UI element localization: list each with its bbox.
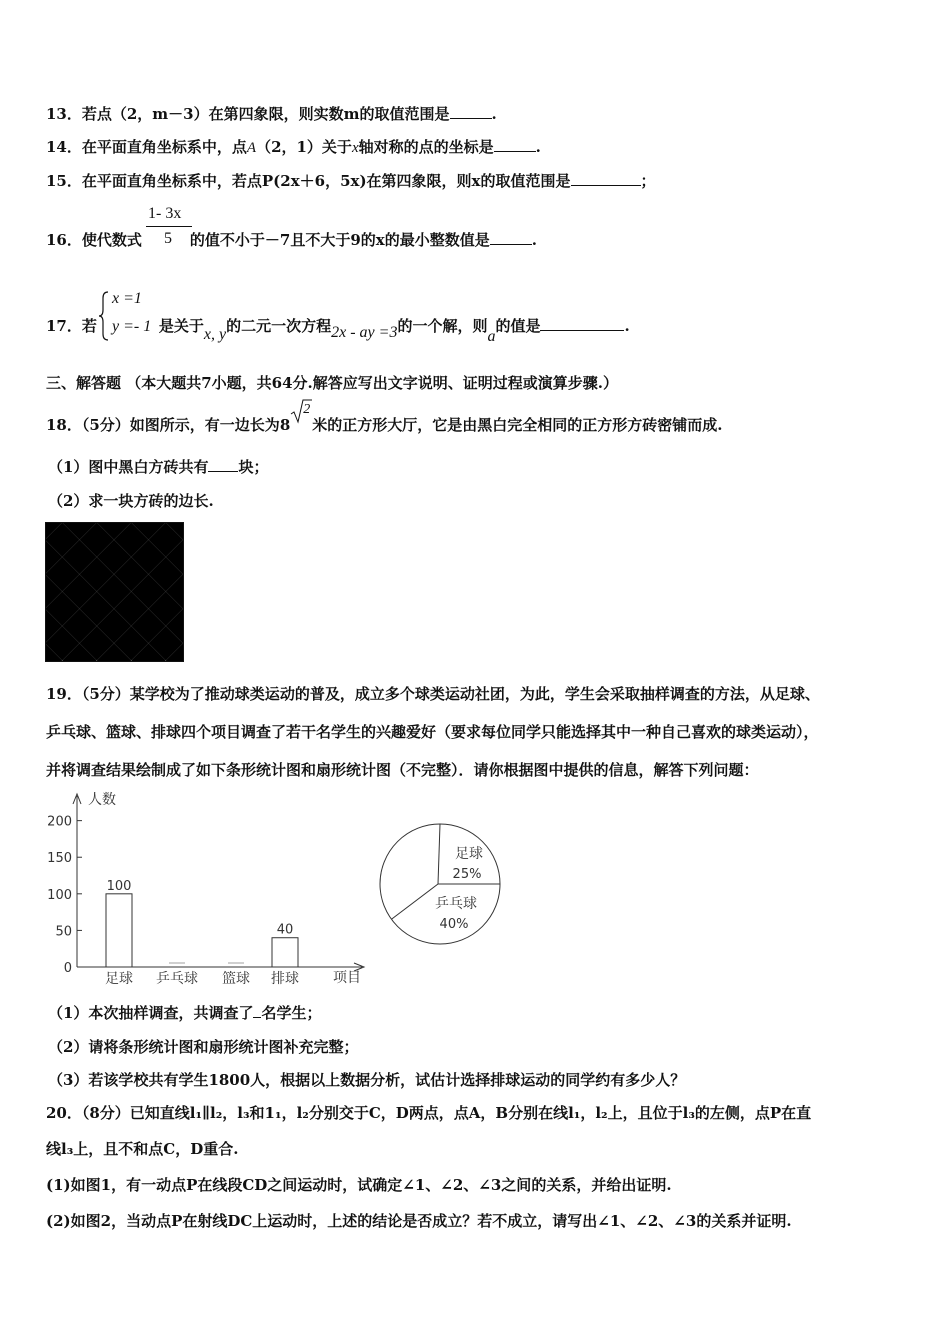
q20-line-4: (2)如图2，当动点P在射线DC上运动时，上述的结论是否成立？若不成立，请写出∠1、∠2、∠3的关系并证明. xyxy=(46,1212,792,1230)
system-eq-2: y =- 1 xyxy=(112,318,152,335)
q18-part-1: （1）图中黑白方砖共有 块； xyxy=(48,458,269,476)
pie-slice-name: 足球 xyxy=(455,846,483,862)
sqrt-symbol: 2 xyxy=(290,410,312,430)
y-tick-label: 200 xyxy=(47,814,72,830)
pie-chart xyxy=(376,820,506,950)
bar xyxy=(106,894,132,967)
pie-slice-percent: 40% xyxy=(439,917,469,932)
q19-part-2: （2）请将条形统计图和扇形统计图补充完整； xyxy=(48,1038,359,1056)
q20-line-1: 20．（8分）已知直线l₁∥l₂，l₃和1₁，l₂分别交于C，D两点，点A，B分别在线l₁，l₂上，且位于l₃的左侧，点P在直 xyxy=(46,1104,812,1122)
answer-blank xyxy=(490,230,532,245)
y-tick-label: 50 xyxy=(55,924,72,940)
question-14: 14．在平面直角坐标系中，点A（2，1）关于x轴对称的点的坐标是 . xyxy=(46,138,541,156)
q18-part-2: （2）求一块方砖的边长. xyxy=(48,492,214,510)
fraction-numerator: 1- 3x xyxy=(148,205,182,222)
y-tick-label: 0 xyxy=(63,961,72,976)
q19-line-1: 19．（5分）某学校为了推动球类运动的普及，成立多个球类运动社团，为此，学生会采取抽样调查的方法，从足球、 xyxy=(46,685,820,703)
section-title: 三、解答题 （本大题共7小题，共64分.解答应写出文字说明、证明过程或演算步骤.） xyxy=(46,374,618,392)
x-category-label: 乒乓球 xyxy=(156,971,198,987)
answer-blank xyxy=(450,104,492,119)
question-16: 16．使代数式 的值不小于－7且不大于9的x的最小整数值是 . xyxy=(46,231,537,249)
fraction-denominator: 5 xyxy=(164,230,172,247)
q19-part-3: （3）若该学校共有学生1800人，根据以上数据分析，试估计选择排球运动的同学约有多少人？ xyxy=(48,1071,686,1089)
checkerboard-figure xyxy=(45,522,184,662)
question-13: 13．若点（2，m－3）在第四象限，则实数m的取值范围是 . xyxy=(46,105,497,123)
y-tick-label: 100 xyxy=(47,887,72,903)
q19-line-3: 并将调查结果绘制成了如下条形统计图和扇形统计图（不完整）．请你根据图中提供的信息，解答下列问题： xyxy=(46,761,759,779)
y-axis-label: 人数 xyxy=(88,792,116,808)
question-15: 15．在平面直角坐标系中，若点P(2x＋6，5x)在第四象限，则x的取值范围是 ； xyxy=(46,172,656,190)
fraction-bar xyxy=(146,226,192,227)
bar-chart xyxy=(40,786,380,990)
answer-blank xyxy=(208,457,238,472)
x-axis-label: 项目 xyxy=(333,970,361,986)
q19-line-2: 乒乓球、篮球、排球四个项目调查了若干名学生的兴趣爱好（要求每位同学只能选择其中一种自己喜欢的球类运动）， xyxy=(46,723,819,741)
question-17: 17．若 是关于x, y的二元一次方程2x - ay =3的一个解，则a的值是 . xyxy=(46,317,630,345)
answer-blank xyxy=(494,137,536,152)
bar-value-label: 100 xyxy=(106,878,132,894)
x-category-label: 排球 xyxy=(271,971,299,987)
equation-brace xyxy=(98,290,110,342)
answer-blank xyxy=(540,316,624,331)
pie-slice-percent: 25% xyxy=(452,867,482,882)
system-eq-1: x =1 xyxy=(112,290,142,307)
answer-blank xyxy=(571,171,641,186)
bar-value-label: 40 xyxy=(276,922,294,938)
x-category-label: 篮球 xyxy=(222,971,250,987)
y-tick-label: 150 xyxy=(47,851,72,867)
q20-line-2: 线l₃上，且不和点C，D重合. xyxy=(46,1140,239,1158)
q20-line-3: (1)如图1，有一动点P在线段CD之间运动时，试确定∠1、∠2、∠3之间的关系，并给出证明. xyxy=(46,1176,672,1194)
pie-slice-name: 乒乓球 xyxy=(435,896,477,912)
x-category-label: 足球 xyxy=(105,971,133,987)
question-18: 18．（5分）如图所示，有一边长为8 2 米的正方形大厅，它是由黑白完全相同的正方形方砖密铺而成. xyxy=(46,402,723,434)
bar xyxy=(272,938,298,967)
q19-part-1: （1）本次抽样调查，共调查了 名学生； xyxy=(48,1004,322,1022)
